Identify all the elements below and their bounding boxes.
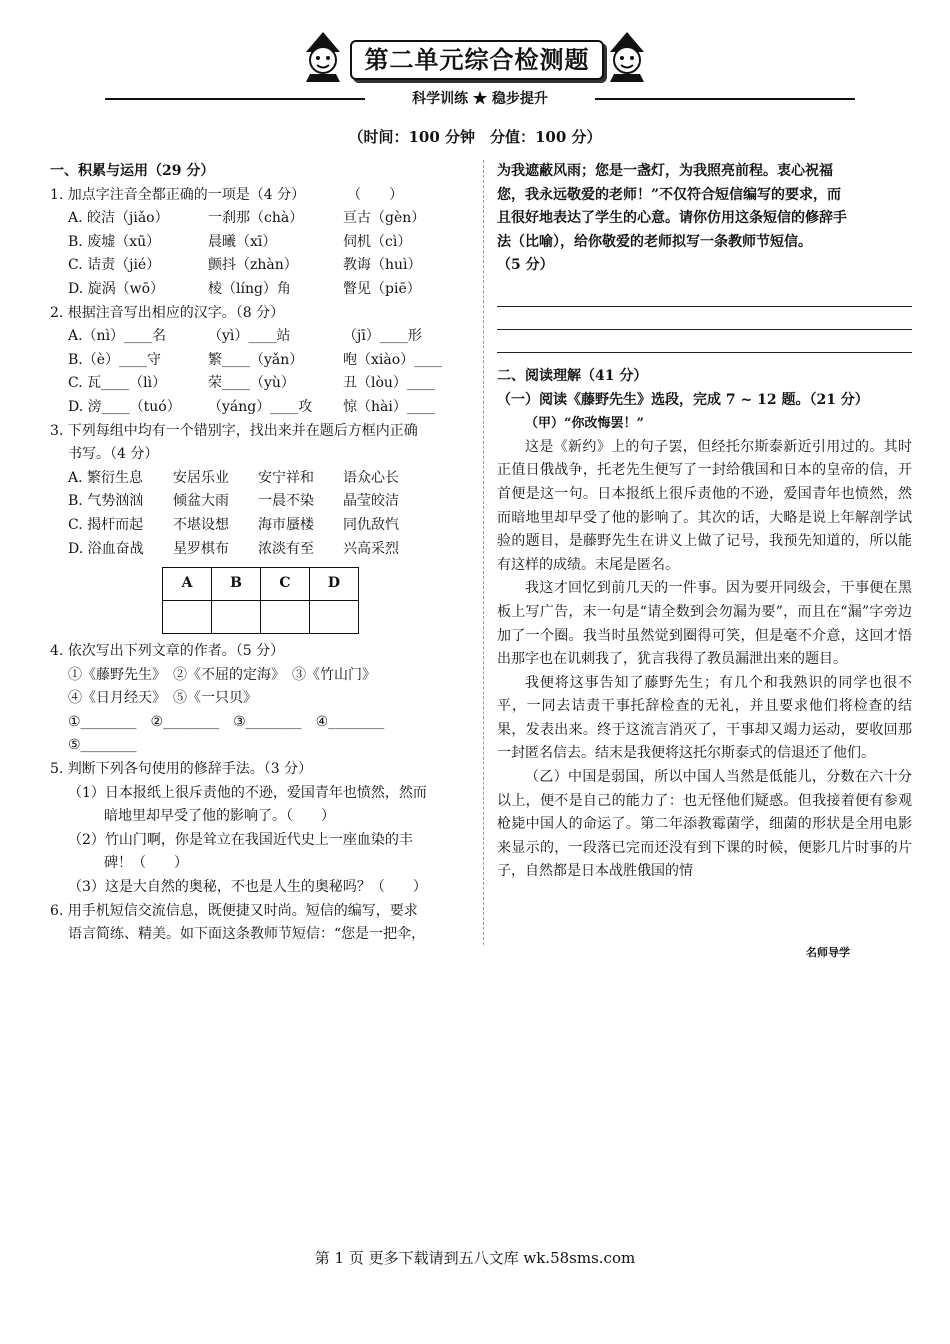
grid-header: D (310, 568, 359, 601)
option-cell: A.（nì）____名 (68, 328, 167, 345)
answer-grid (162, 567, 359, 634)
option-row (50, 325, 470, 349)
divider-left (105, 98, 365, 100)
option-row (50, 254, 470, 278)
grid-answer-cell[interactable] (310, 601, 359, 634)
column-divider (483, 160, 484, 945)
option-cell: 安宁祥和 (258, 469, 314, 486)
option-cell: 兴高采烈 (343, 540, 399, 557)
option-cell: 倾盆大雨 (173, 493, 229, 510)
section-heading: 一、积累与运用（29 分） (50, 163, 215, 179)
option-cell: D. 滂____（tuó） (68, 398, 181, 415)
question-6 (50, 900, 470, 947)
option-row (50, 514, 470, 538)
option-row (50, 349, 470, 373)
reading-paragraph: 我这才回忆到前几天的一件事。因为要开同级会，干事便在黑板上写广告，末一句是“请全数到会勿漏为要”，而且在“漏”字旁边加了一个圈。我当时虽然觉到圈得可笑，但是毫不介意，这回才悟出那字也在讥刺我了，犹言我得了教员漏泄出来的题目。 (497, 580, 912, 668)
question-stem: 5. 判断下列各句使用的修辞手法。（3 分） (50, 761, 313, 778)
sentence-item: （2）竹山门啊，你是耸立在我国近代史上一座血染的丰 (68, 831, 413, 848)
question-stem: 1. 加点字注音全都正确的一项是（4 分） （ ） (50, 186, 404, 203)
option-cell: 一刹那（chà） (208, 210, 304, 227)
option-cell: 晶莹皎洁 (343, 493, 399, 510)
option-cell: （jī）____形 (343, 328, 422, 345)
subtitle: 科学训练 ★ 稳步提升 (412, 91, 548, 107)
right-column (497, 160, 912, 884)
option-row (50, 490, 470, 514)
option-cell: D. 旋涡（wō） (68, 280, 165, 297)
option-row (50, 278, 470, 302)
question-stem: 6. 用手机短信交流信息，既便捷又时尚。短信的编写，要求 (50, 902, 418, 919)
question-stem-cont: 语言简练、精美。如下面这条教师节短信：“您是一把伞， (68, 926, 426, 943)
answer-line[interactable] (497, 332, 912, 353)
question-5 (50, 758, 470, 900)
option-cell: 颤抖（zhàn） (208, 257, 298, 274)
article-list: ①《藤野先生》 ②《不屈的定海》 ③《竹山门》 (68, 666, 376, 683)
option-cell: 晨曦（xī） (208, 233, 277, 250)
option-cell: 荣____（yù） (208, 375, 295, 392)
option-cell: B. 气势汹汹 (68, 493, 144, 510)
question-2 (50, 302, 470, 420)
question-6-cont: 为我遮蔽风雨；您是一盏灯，为我照亮前程。衷心祝福 (497, 163, 833, 179)
option-cell: C. 揭杆而起 (68, 516, 144, 533)
answer-blanks: ⑤________ (68, 737, 137, 754)
option-cell: 不堪设想 (173, 516, 229, 533)
option-cell: 亘古（gèn） (343, 210, 426, 227)
question-6-cont: 且很好地表达了学生的心意。请你仿用这条短信的修辞手 (497, 210, 847, 227)
sentence-item: （3）这是大自然的奥秘，不也是人生的奥秘吗？（ ） (68, 879, 427, 896)
option-cell: A. 繁衍生息 (68, 469, 144, 486)
option-cell: 丑（lòu）____ (343, 375, 435, 392)
option-cell: 安居乐业 (173, 469, 229, 486)
option-cell: （yáng）____攻 (208, 398, 313, 415)
option-row (50, 538, 470, 562)
excerpt-title: （甲）“你改悔罢！” (525, 416, 644, 432)
option-cell: 语众心长 (343, 469, 399, 486)
option-cell: 一晨不染 (258, 493, 314, 510)
question-stem: 2. 根据注音写出相应的汉字。（8 分） (50, 304, 285, 321)
option-cell: 同仇敌忾 (343, 516, 399, 533)
divider-right (595, 98, 855, 100)
title-banner (300, 30, 650, 82)
page-footer: 第 1 页 更多下载请到五八文库 wk.58sms.com (314, 1249, 636, 1267)
option-row (50, 396, 470, 420)
grid-answer-cell[interactable] (261, 601, 310, 634)
option-cell: C. 诘责（jié） (68, 257, 161, 274)
grid-header: B (212, 568, 261, 601)
option-cell: 星罗棋布 (173, 540, 229, 557)
mascot-right-icon (604, 30, 650, 82)
sentence-item-cont: 暗地里却早受了他的影响了。（ ） (104, 808, 335, 825)
question-4 (50, 640, 470, 758)
option-cell: C. 瓦____（lì） (68, 375, 167, 392)
option-cell: 咆（xiào）____ (343, 351, 443, 368)
option-row (50, 207, 470, 231)
grid-answer-cell[interactable] (212, 601, 261, 634)
answer-line[interactable] (497, 309, 912, 330)
question-6-score: （5 分） (497, 257, 554, 274)
option-row (50, 372, 470, 396)
option-row (50, 467, 470, 491)
answer-blanks: ①________ ②________ ③________ ④________ (68, 713, 385, 730)
question-stem: 3. 下列每组中均有一个错别字，找出来并在题后方框内正确 (50, 422, 418, 439)
sentence-item-cont: 碑！（ ） (104, 855, 188, 872)
option-cell: D. 浴血奋战 (68, 540, 144, 557)
mascot-left-icon (300, 30, 346, 82)
option-cell: B. 废墟（xū） (68, 233, 161, 250)
section-heading: 二、阅读理解（41 分） (497, 367, 648, 384)
option-cell: 伺机（cì） (343, 233, 412, 250)
corner-mark: 名师导学 (806, 946, 850, 959)
question-stem: 4. 依次写出下列文章的作者。（5 分） (50, 643, 285, 660)
reading-paragraph: （乙）中国是弱国，所以中国人当然是低能儿，分数在六十分以上，便不是自己的能力了：也无怪他们疑惑。但我接着便有参观枪毙中国人的命运了。第二年添教霉菌学，细菌的形状是全用电影来显示的，一段落已完而还没有到下课的时候，便影几片时事的片子，自然都是日本战胜俄国的情 (497, 769, 912, 880)
option-cell: A. 皎洁（jiǎo） (68, 210, 169, 227)
sentence-item: （1）日本报纸上很斥责他的不逊，爱国青年也愤然，然而 (68, 784, 427, 801)
option-cell: 惊（hài）____ (343, 398, 435, 415)
reading-paragraph: 我便将这事告知了藤野先生；有几个和我熟识的同学也很不平，一同去诘责干事托辞检查的无礼，并且要求他们将检查的结果，发表出来。终于这流言消灭了，干事却又竭力运动，要收回那一封匿名信去。结末是我便将这托尔斯泰式的信退还了他们。 (497, 674, 912, 762)
question-6-cont: 法（比喻），给你敬爱的老师拟写一条教师节短信。 (497, 233, 812, 250)
option-cell: 浓淡有至 (258, 540, 314, 557)
question-3 (50, 420, 470, 635)
option-row (50, 231, 470, 255)
answer-line[interactable] (497, 286, 912, 307)
option-cell: （yì）____站 (208, 328, 291, 345)
grid-answer-cell[interactable] (163, 601, 212, 634)
option-cell: 棱（líng）角 (208, 280, 291, 297)
option-cell: 教诲（huì） (343, 257, 422, 274)
option-cell: B.（è）____守 (68, 351, 162, 368)
question-stem-cont: 书写。（4 分） (68, 446, 159, 463)
grid-header: C (261, 568, 310, 601)
left-column (50, 160, 470, 947)
option-cell: 海市蜃楼 (258, 516, 314, 533)
page-title: 第二单元综合检测题 (350, 40, 604, 80)
question-1 (50, 184, 470, 302)
option-cell: 瞥见（piē） (343, 280, 421, 297)
grid-header: A (163, 568, 212, 601)
option-cell: 繁____（yǎn） (208, 351, 304, 368)
reading-part-heading: （一）阅读《藤野先生》选段，完成 7 ~ 12 题。（21 分） (497, 391, 869, 408)
reading-paragraph: 这是《新约》上的句子罢，但经托尔斯泰新近引用过的。其时正值日俄战争，托老先生便写了一封给俄国和日本的皇帝的信，开首便是这一句。日本报纸上很斥责他的不逊，爱国青年也愤然，然而暗地里却早受了他的影响了。其次的话，大略是说上年解剖学试验的题目，是藤野先生在讲义上做了记号，我预先知道的，所以能有这样的成绩。末尾是匿名。 (497, 438, 912, 573)
subtitle-row (105, 88, 855, 108)
time-info: （时间：100 分钟 分值：100 分） (348, 128, 602, 146)
article-list: ④《日月经天》 ⑤《一只贝》 (68, 690, 257, 707)
question-6-cont: 您，我永远敬爱的老师！”不仅符合短信编写的要求，而 (497, 186, 842, 203)
